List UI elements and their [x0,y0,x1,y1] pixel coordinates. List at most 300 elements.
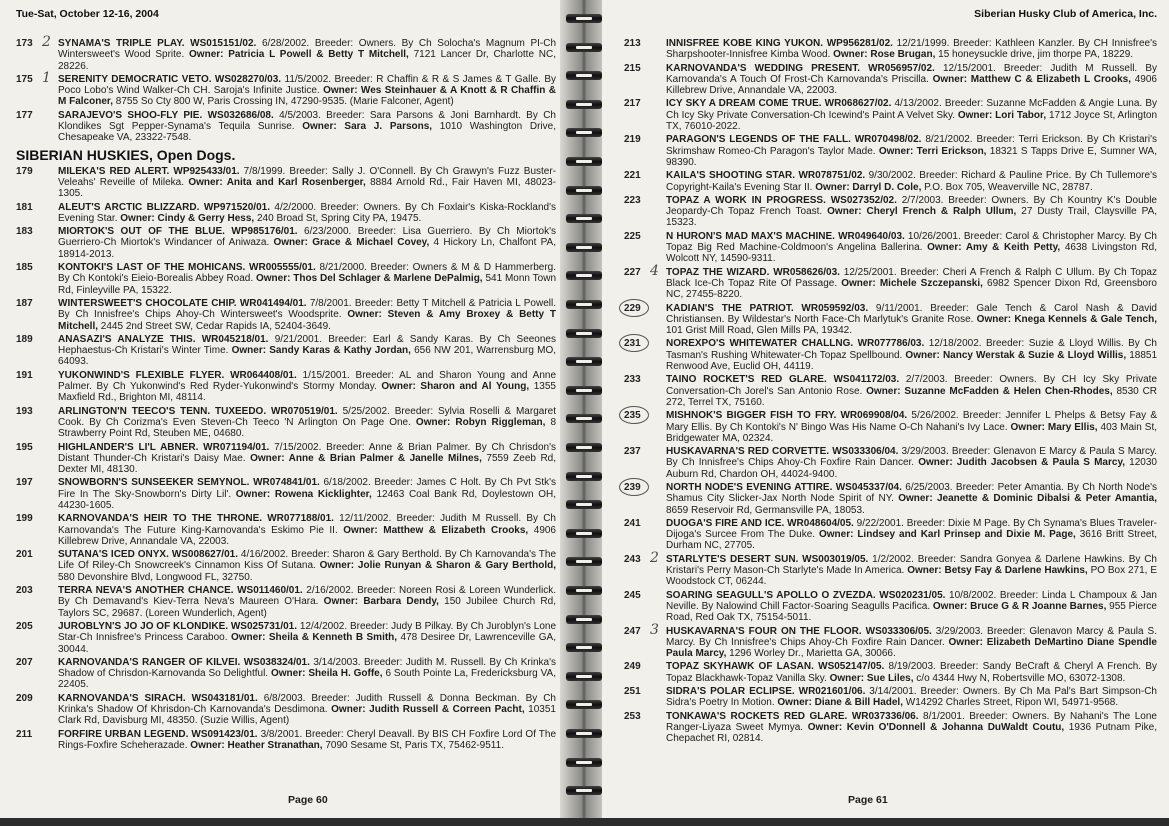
binding-coil [566,672,602,681]
entry-list [624,38,1157,745]
owner-address: 101 Grist Mill Road, Glen Mills PA, 19342. [666,325,853,337]
dog-name: N HURON'S MAD MAX'S MACHINE. WR049640/03. [666,230,905,242]
dog-name: SNOWBORN'S SUNSEEKER SEMYNOL. WR074841/01. [58,477,320,489]
owner-name: Owner: Judith Jacobsen & Paula S Marcy, [918,457,1126,469]
entry-number-text: 221 [624,170,641,182]
owner-name: Owner: Anne & Brian Palmer & Janelle Milnes, [250,452,482,464]
handwritten-placement-mark: 3 [650,621,659,638]
binding-coil [566,14,602,23]
entry-details: 3/29/2003. Breeder: Glenavon Marcy & Paula S. Marcy. By Ch Innisfree's Chips Ahoy-Ch Foxfire Rain Dancer. [666,625,1157,648]
entry-details: 8/1/2001. Breeder: Owners. By Nahani's The Lone Ranger-Liyaza Sweet Mymya. [666,710,1157,733]
entry-number [16,34,58,72]
catalog-entry [624,38,1157,61]
entry-number-text: 199 [16,513,33,525]
dog-name: NOREXPO'S WHITEWATER CHALLNG. WR077786/03. [666,338,925,350]
binding-coil [566,357,602,366]
entry-text [666,711,1157,745]
binding-coil [566,700,602,709]
owner-address: P.O. Box 705, Weaverville NC, 28787. [921,181,1093,193]
entry-number [16,202,58,225]
entry-number [624,338,666,372]
owner-name: Owner: Jeanette & Dominic Dibalsi & Peter Amantia, [898,493,1157,505]
dog-name: KADIAN'S THE PATRIOT. WR059592/03. [666,302,869,314]
entry-number [624,63,666,97]
entry-details: 4/16/2002. Breeder: Sharon & Gary Berthold. By Ch Karnovanda's The Life Of Riley-Ch Snowcreek's Cinnamon Kiss Of Sutana. [58,549,557,572]
dog-name: KARNOVANDA'S SIRACH. WS043181/01. [58,692,258,704]
entry-number [16,334,58,368]
entry-details: 2/7/2003. Breeder: Owners. By Ch Kountry K's Double Jeopardy-Ch Topaz French Toast. [666,194,1157,218]
handwritten-circle-mark [619,478,649,496]
binding-coil [566,128,602,137]
page-header-club: Siberian Husky Club of America, Inc. [974,8,1157,20]
entry-text [666,38,1157,61]
entry-text [58,226,556,260]
owner-address: 1712 Joyce St, Arlington TX, 76010-2022. [666,109,1158,133]
dog-name: WINTERSWEET'S CHOCOLATE CHIP. WR041494/01. [58,297,307,309]
entry-number-text: 253 [624,710,641,722]
handwritten-circle-mark [619,334,649,352]
binding-coil [566,758,602,767]
owner-name: Owner: Lori Tabor, [957,109,1047,121]
entry-details: 12/4/2002. Breeder: Judy B Pilkay. By Ch Juroblyn's Lone Star-Ch Innisfree's Princess Caraboo. [58,620,557,644]
entry-details: 2/16/2002. Breeder: Noreen Rosi & Loreen Wunderlick. By Ch Demavand's Kiev-Terra Neva's Maureen O'Hara. [58,585,557,608]
catalog-entry [16,34,557,72]
entry-details: 4/13/2002. Breeder: Suzanne McFadden & Angie Luna. By Ch Icy Sky Private Conversation-Ch Icewind's Paint A Velvet Sky. [666,98,1157,121]
entry-number-text: 191 [16,369,33,381]
catalog-entry [16,729,556,752]
entry-number-text: 231 [624,338,641,350]
owner-address: c/o 4344 Hwy N, Robertsville MO, 63072-1308. [913,672,1126,684]
entry-text [666,338,1157,372]
owner-address: 8530 CR 272, Terrel TX, 75160. [666,385,1158,408]
owner-address: 8755 So Cty 800 W, Paris Crossing IN, 47290-9535. (Marie Falconer, Agent) [113,96,454,108]
owner-name: Owner: Bruce G & R Joanne Barnes, [932,600,1107,612]
owner-address: 2445 2nd Street SW, Cedar Rapids IA, 52404-3649. [98,320,331,332]
entry-text [58,74,556,108]
catalog-entry [624,134,1157,168]
entry-number [16,298,58,332]
catalog-entry [624,621,1157,660]
catalog-entry [624,686,1157,709]
entry-number [624,262,666,301]
entry-number [16,549,58,583]
entry-number-text: 243 [624,553,641,565]
entry-text [58,110,556,144]
entry-text [666,134,1157,168]
owner-name: Owner: Patricia L Powell & Betty T Mitchell, [189,49,409,61]
entry-number [16,729,58,752]
owner-name: Owner: Sue Liles, [829,672,914,684]
binding-coil [566,557,602,566]
entry-text [58,657,556,691]
entry-details: 9/21/2001. Breeder: Earl & Sandy Karas. By Ch Seeones Hephaestus-Ch Kristari's Winter Time. [58,333,556,357]
entry-number [16,693,58,727]
owner-name: Owner: Heather Stranathan, [190,739,323,751]
entry-number [16,442,58,476]
entry-details: 5/26/2002. Breeder: Jennifer L Phelps & Betsy Fay & Mary Ellis. By Ch Kontoki's N' Bingo Was His Name O-Ch Nahani's Ivy Lace. [666,410,1157,433]
entry-details: 9/22/2001. Breeder: Dixie M Page. By Ch Synama's Blues Traveler-Dijoga's Surcee From The Duke. [666,517,1157,541]
entry-details: 3/14/2001. Breeder: Owners. By Ch Ma Pal's Bart Simpson-Ch Sidra's Poetry In Motion. [666,686,1157,709]
binding-coil [566,643,602,652]
dog-name: ARLINGTON'N TEECO'S TENN. TUXEEDO. WR070519/01. [58,405,338,417]
handwritten-circle-mark [619,406,649,424]
catalog-entry [16,202,556,225]
owner-address: 1355 Maxfield Rd., Brighton MI, 48114. [58,381,556,404]
entry-details: 7/15/2002. Breeder: Anne & Brian Palmer. By Ch Chrisdon's Distant Thunder-Ch Kristari's Daisy Mae. [58,441,556,464]
entry-text [666,170,1157,193]
owner-name: Owner: Sandy Karas & Kathy Jordan, [231,345,411,357]
owner-address: 955 Pierce Road, Red Oak TX, 75154-5011. [666,600,1157,624]
owner-name: Owner: Terri Erickson, [878,145,987,157]
entry-number-text: 193 [16,405,33,417]
owner-name: Owner: Sheila H. Goffe, [271,668,383,680]
handwritten-placement-mark: 2 [650,549,659,566]
entry-number [16,110,58,144]
entry-number-text: 207 [16,656,33,668]
entry-details: 6/25/2003. Breeder: Peter Amantia. By Ch North Node's Shamus City Slicker-Jax North Node Spirit of NY. [666,481,1157,505]
entry-details: 3/14/2003. Breeder: Judith M. Russell. By Ch Krinka's Shadow of Chrisdon-Karnovanda So Delightful. [58,656,556,680]
entry-number-text: 189 [16,333,33,345]
dog-name: SIDRA'S POLAR ECLIPSE. WR021601/06. [666,686,866,698]
entry-number-text: 241 [624,517,641,529]
dog-name: KONTOKI'S LAST OF THE MOHICANS. WR005555/01. [58,262,316,274]
owner-address: 12030 Auburn Rd, Chardon OH, 44024-9400. [666,457,1157,480]
entry-number-text: 185 [16,262,33,274]
owner-name: Owner: Barbara Dendy, [323,596,439,608]
catalog-entry [16,549,556,583]
entry-text [666,231,1157,265]
entry-details: 12/18/2002. Breeder: Suzie & Lloyd Willis. By Ch Tasman's Rushing Whitewater-Ch Topaz Spellbound. [666,338,1157,361]
page-number: Page 60 [288,794,328,806]
catalog-entry [624,590,1157,624]
entry-number [16,585,58,619]
entry-number [624,195,666,229]
entry-text [58,370,556,404]
entry-number [624,410,666,444]
owner-address: 7121 Lancer Dr, Charlotte NC, 28226. [58,49,556,72]
catalog-entry [624,711,1157,745]
entry-details: 5/25/2002. Breeder: Sylvia Roselli & Margaret Cook. By Ch Corizma's Even Steven-Ch Teeco 'N Arlington On Page One. [58,405,556,428]
dog-name: SUTANA'S ICED ONYX. WS008627/01. [58,549,238,561]
entry-text [58,298,556,332]
entry-number [16,262,58,296]
catalog-entry [16,262,556,296]
owner-name: Owner: Michele Szczepanski, [841,277,983,289]
entry-details: 9/30/2002. Breeder: Richard & Pauline Price. By Ch Tullemore's Copyright-Kaila's Evening Star II. [666,170,1157,193]
entry-number [624,621,666,660]
entry-number-text: 215 [624,62,641,74]
catalog-entry [624,410,1157,444]
entry-text [666,374,1157,408]
owner-name: Owner: Steven & Amy Broxey & Betty T Mitchell, [58,309,556,332]
entry-number-text: 219 [624,134,641,146]
entry-text [666,482,1157,516]
dog-name: HUSKAVARNA'S FOUR ON THE FLOOR. WS033306/05. [666,625,932,637]
entry-number [16,477,58,511]
entry-number [16,406,58,440]
entry-text [58,549,556,583]
entry-details: 1/15/2001. Breeder: AL and Sharon Young and Anne Palmer. By Ch Yukonwind's Red Ryder-Yukonwind's Stormy Monday. [58,369,557,393]
entry-text [666,626,1157,660]
entry-text [666,303,1157,337]
entry-details: 3/8/2001. Breeder: Cheryl Deavall. By BIS CH Foxfire Lord Of The Rings-Foxfire Scheherazade. [58,728,557,751]
binding-coil [566,157,602,166]
entry-number-text: 239 [624,481,641,493]
entry-number-text: 177 [16,109,33,121]
entry-text [666,590,1157,624]
binding-coil [566,729,602,738]
dog-name: ICY SKY A DREAM COME TRUE. WR068627/02. [666,98,892,110]
entry-details: 8/19/2003. Breeder: Sandy BeCraft & Cheryl A French. By Topaz Blackhawk-Topaz Vanilla Sky. [666,661,1157,684]
owner-name: Owner: Sheila & Kenneth B Smith, [230,632,398,644]
entry-details: 6/28/2002. Breeder: Owners. By Ch Solocha's Magnum PI-Ch Wintersweet's Wood Sprite. [58,38,557,61]
entry-details: 1/2/2002. Breeder: Sandra Gonyea & Darlene Hawkins. By Ch Kristari's Perry Mason-Ch Starlyte's Made In America. [666,553,1157,577]
left-page [0,0,566,826]
dog-name: ALEUT'S ARCTIC BLIZZARD. WP971520/01. [58,201,270,213]
owner-address: 3616 Britt Street, Durham NC, 27705. [666,529,1158,552]
catalog-entry [16,370,556,404]
entry-list-top [16,34,557,144]
entry-number [624,38,666,61]
entry-text [666,518,1157,552]
dog-name: TAINO ROCKET'S RED GLARE. WS041172/03. [666,374,900,386]
entry-details: 12/21/1999. Breeder: Kathleen Kanzler. By CH Innisfree's Sharpshooter-Innisfree Kimba Wood. [666,38,1157,61]
entry-text [58,262,556,296]
owner-name: Owner: Knega Kennels & Gale Tench, [976,313,1157,325]
right-page [602,0,1169,826]
catalog-entry [16,298,556,332]
dog-name: HUSKAVARNA'S RED CORVETTE. WS033306/04. [666,446,899,458]
dog-name: TOPAZ THE WIZARD. WR058626/03. [666,266,840,278]
handwritten-circle-mark [619,299,649,317]
entry-number-text: 183 [16,226,33,238]
owner-address: 18851 Renwood Ave, Euclid OH, 44119. [666,349,1158,373]
dog-name: SYNAMA'S TRIPLE PLAY. WS015151/02. [58,38,257,49]
entry-number [624,711,666,745]
owner-address: 1296 Worley Dr., Marietta GA, 30066. [726,648,896,660]
entry-details: 12/25/2001. Breeder: Cheri A French & Ralph C Ullum. By Ch Topaz Black Ice-Ch Topaz Rite Of Passage. [666,266,1157,289]
binding-coil [566,586,602,595]
entry-details: 9/11/2001. Breeder: Gale Tench & Carol Nash & David Christiansen. By Wildestar's North Face-Ch Marlytuk's Granite Rose. [666,302,1157,325]
owner-address: 4906 Killebrew Drive, Annandale VA, 22003. [58,524,556,547]
entry-number [16,370,58,404]
dog-name: STARLYTE'S DESERT SUN. WS003019/05. [666,553,869,565]
entry-details: 3/29/2003. Breeder: Glenavon E Marcy & Paula S Marcy. By Ch Innisfree's Chips Ahoy-Ch Foxfire Rain Dancer. [666,446,1158,469]
catalog-entry [624,303,1157,337]
binding-coil [566,43,602,52]
entry-number [624,303,666,337]
entry-list [16,166,556,752]
entry-details: 6/18/2002. Breeder: James C Holt. By Ch Pvt Stk's Fire In The Sky-Snowborn's Dirty Lil'. [58,477,557,500]
owner-address: 1936 Putnam Pike, Chepachet RI, 02814. [666,721,1157,745]
entry-text [666,446,1157,480]
handwritten-placement-mark: 1 [42,69,51,86]
dog-name: PARAGON'S LEGENDS OF THE FALL. WR070498/02. [666,134,922,146]
page-number: Page 61 [848,794,888,806]
catalog-entry [624,262,1157,301]
binding-coil [566,300,602,309]
binding-coil [566,271,602,280]
entry-details: 12/15/2001. Breeder: Judith M Russell. By Karnovanda's A Touch Of Frost-Ch Karnovanda's Priscilla. [666,62,1157,85]
entry-text [666,63,1157,97]
entry-details: 10/8/2002. Breeder: Linda L Champoux & Jan Neville. By Nalowind Chill Factor-Soaring Seagulls Pacifica. [666,589,1157,612]
entry-number-text: 249 [624,661,641,673]
owner-address: 240 Broad St, Spring City PA, 19475. [254,212,422,224]
entry-number-text: 251 [624,686,641,698]
entry-number-text: 237 [624,446,641,458]
entry-number-text: 205 [16,620,33,632]
binding-coil [566,529,602,538]
owner-address: 18321 S Tapps Drive E, Sumner WA, 98390. [666,145,1158,168]
owner-name: Owner: Elizabeth DeMartino Diane Spendle Paula Marcy, [666,636,1157,660]
owner-name: Owner: Wes Steinhauer & A Knott & R Chaffin & M Falconer, [58,85,556,108]
catalog-entry [16,69,556,108]
entry-text [666,195,1157,229]
owner-address: 10351 Clark Rd, Davisburg MI, 48350. (Suzie Willis, Agent) [58,704,556,727]
catalog-entry [16,585,556,619]
handwritten-placement-mark: 4 [650,262,659,279]
owner-name: Owner: Sara J. Parsons, [302,121,433,133]
catalog-entry [16,334,556,368]
binding-coil [566,615,602,624]
owner-name: Owner: Nancy Werstak & Suzie & Lloyd Willis, [905,349,1127,361]
entry-text [58,693,556,727]
entry-text [58,334,556,368]
entry-number [624,482,666,516]
owner-name: Owner: Mary Ellis, [1010,421,1098,433]
entry-number [624,134,666,168]
catalog-entry [624,549,1157,588]
owner-address: 478 Desiree Dr, Lawrenceville GA, 30044. [58,632,557,655]
owner-address: 27 Dusty Trail, Claysville PA, 15323. [666,206,1158,229]
entry-number-text: 223 [624,194,641,206]
dog-name: SERENITY DEMOCRATIC VETO. WS028270/03. [58,73,282,85]
catalog-entry [624,98,1157,132]
dog-name: INNISFREE KOBE KING YUKON. WP956281/02. [666,38,893,49]
catalog-entry [16,406,556,440]
catalog-entry [624,661,1157,684]
entry-details: 8/21/2002. Breeder: Terri Erickson. By Ch Kristari's Skrimshaw Romeo-Ch Paragon's Taylor Made. [666,134,1157,157]
binding-coil [566,472,602,481]
dog-name: FORFIRE URBAN LEGEND. WS091423/01. [58,728,258,740]
owner-name: Owner: Betsy Fay & Darlene Hawkins, [907,565,1088,577]
entry-number [16,513,58,547]
owner-address: 8884 Arnold Rd., Fair Haven MI, 48023-1305. [58,176,556,200]
handwritten-placement-mark: 2 [42,34,51,50]
entry-number-text: 217 [624,98,641,110]
dog-name: NORTH NODE'S EVENING ATTIRE. WS045337/04. [666,481,902,493]
entry-details: 10/26/2001. Breeder: Carol & Christopher Marcy. By Ch Topaz Big Red Machine-Coldmoon's Angelina Ballerina. [666,230,1157,254]
bottom-shadow [0,818,1169,826]
entry-details: 6/8/2003. Breeder: Judith Russell & Donna Beckman. By Ch Krinka's Shadow Of Khrisdon-Ch Karnovanda's Desdimona. [58,692,556,716]
section-heading: SIBERIAN HUSKIES, Open Dogs. [16,146,236,163]
catalog-entry [16,657,556,691]
entry-details: 7/8/2001. Breeder: Betty T Mitchell & Patricia L Powell. By Ch Innisfree's Chips Ahoy-Ch Wintersweet's Woodsprite. [58,297,556,321]
owner-address: 4 Hickory Ln, Chalfont PA, 18914-2013. [58,237,557,260]
entry-number-text: 209 [16,692,33,704]
catalog-entry [624,195,1157,229]
entry-number-text: 201 [16,549,33,561]
dog-name: KARNOVANDA'S RANGER OF KILVEI. WS038324/01. [58,656,310,668]
owner-address: 541 Monn Town Rd, Finleyville PA, 15322. [58,273,557,296]
entry-text [666,410,1157,444]
entry-number [624,231,666,265]
binding-coil [566,329,602,338]
catalog-entry [16,442,556,476]
owner-address: 6 South Pointe La, Fredericksburg VA, 22405. [58,668,556,691]
owner-address: 12463 Coal Bank Rd, Doylestown OH, 44230-1605. [58,488,556,511]
dog-name: TOPAZ A WORK IN PROGRESS. WS027352/02. [666,194,897,206]
owner-address: 403 Main St, Bridgewater MA, 02324. [666,421,1158,444]
entry-number [624,661,666,684]
catalog-entry [16,621,556,655]
dog-name: KAILA'S SHOOTING STAR. WR078751/02. [666,170,866,182]
owner-name: Owner: Lindsey and Karl Prinsep and Dixie M. Page, [818,529,1076,541]
entry-number [16,69,58,108]
entry-number [16,226,58,260]
catalog-entry [16,513,556,547]
owner-name: Owner: Grace & Michael Covey, [273,237,430,249]
owner-address: 4906 Killebrew Drive, Annandale VA, 22003. [666,73,1157,97]
entry-number-text: 229 [624,302,641,314]
owner-address: PO Box 271, E Woodstock CT, 06244. [666,565,1157,588]
entry-text [58,406,556,440]
dog-name: MILEKA'S RED ALERT. WP925433/01. [58,165,240,177]
owner-name: Owner: Matthew C & Elizabeth L Crooks, [932,73,1131,85]
entry-number [624,374,666,408]
catalog-entry [16,693,556,727]
binding-coil [566,243,602,252]
owner-name: Owner: Amy & Keith Petty, [927,242,1061,254]
owner-address: 150 Jubilee Church Rd, Taylors SC, 29687. (Loreen Wunderlich, Agent) [58,596,556,619]
owner-name: Owner: Sharon and Al Young, [381,381,530,393]
entry-text [666,686,1157,709]
entry-number [624,98,666,132]
owner-address: 8659 Reservoir Rd, Germansville PA, 18053. [666,504,865,516]
entry-number-text: 181 [16,201,33,213]
entry-number-text: 245 [624,589,641,601]
entry-number-text: 179 [16,165,33,177]
entry-number [624,170,666,193]
entry-number-text: 247 [624,625,641,637]
binding-coil [566,186,602,195]
catalog-entry [624,170,1157,193]
dog-name: KARNOVANDA'S HEIR TO THE THRONE. WR077188/01. [58,513,334,525]
catalog-entry [624,518,1157,552]
entry-details: 4/2/2000. Breeder: Owners. By Ch Foxlair's Kiska-Rockland's Evening Star. [58,201,556,224]
catalog-entry [624,231,1157,265]
catalog-entry [624,374,1157,408]
catalog-entry [624,446,1157,480]
owner-name: Owner: Cheryl French & Ralph Ullum, [827,206,1017,218]
binding-coil [566,386,602,395]
owner-name: Owner: Diane & Bill Hadel, [777,697,903,709]
catalog-entry [16,166,556,200]
owner-name: Owner: Darryl D. Cole, [815,181,922,193]
owner-address: 6982 Spencer Dixon Rd, Greensboro NC, 27455-8220. [666,277,1157,301]
entry-number-text: 211 [16,728,33,740]
owner-name: Owner: Rose Brugan, [833,49,936,61]
entry-text [58,621,556,655]
entry-details: 11/5/2002. Breeder: R Chaffin & R & S James & T Galle. By Poco Lobo's Wind Walker-Ch CH. Saroja's Infinite Justice. [58,73,556,97]
catalog-entry [16,477,556,511]
entry-number-text: 197 [16,477,33,489]
owner-name: Owner: Thos Del Schlager & Marlene DePalmig, [256,273,483,285]
owner-name: Owner: Kevin O'Donnell & Johanna DuWaldt Coutu, [807,721,1065,733]
dog-name: TERRA NEVA'S ANOTHER CHANCE. WS011460/01. [58,585,303,597]
dog-name: YUKONWIND'S FLEXIBLE FLYER. WR064408/01. [58,369,297,381]
entry-text [58,585,556,619]
